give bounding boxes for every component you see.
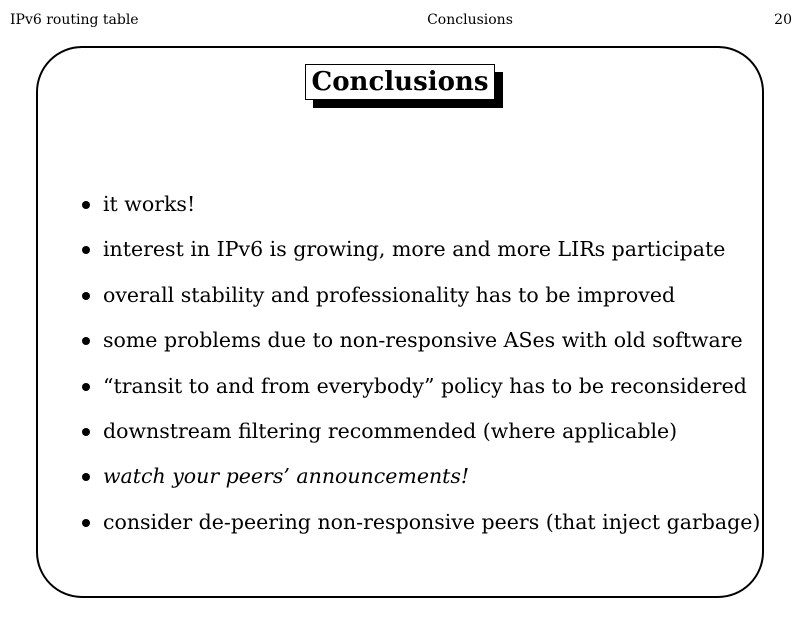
bullet-item — [80, 417, 770, 462]
bullet-dot-icon — [82, 337, 90, 345]
bullet-text: watch your peers’ announcements! — [103, 464, 470, 489]
bullet-item — [80, 281, 770, 326]
bullet-dot-icon — [82, 383, 90, 391]
bullet-item — [80, 372, 770, 417]
bullet-item — [80, 235, 770, 280]
bullet-text: it works! — [103, 192, 196, 216]
bullet-dot-icon — [82, 473, 90, 481]
bullet-item — [80, 508, 770, 553]
bullet-text: interest in IPv6 is growing, more and more LIRs participate — [103, 237, 726, 262]
slide-title: Conclusions — [305, 64, 496, 100]
bullet-dot-icon — [82, 292, 90, 300]
bullet-dot-icon — [82, 246, 90, 254]
bullet-dot-icon — [82, 519, 90, 527]
bullet-text: downstream filtering recommended (where applicable) — [103, 418, 678, 443]
bullet-dot-icon — [82, 201, 90, 209]
header-section-title: Conclusions — [427, 12, 513, 28]
bullet-text: consider de-peering non-responsive peers (that inject garbage) — [103, 509, 761, 534]
bullet-item — [80, 190, 770, 235]
bullet-dot-icon — [82, 428, 90, 436]
bullet-text: some problems due to non-responsive ASes with old software — [103, 328, 743, 353]
bullet-text: overall stability and professionality has to be improved — [103, 282, 676, 307]
bullet-text: “transit to and from everybody” policy has to be reconsidered — [103, 373, 747, 398]
header-document-title: IPv6 routing table — [10, 12, 139, 28]
bullet-item-emphasized — [80, 462, 770, 507]
page-number: 20 — [774, 12, 792, 28]
bullet-item — [80, 326, 770, 371]
slide-title-box — [305, 64, 496, 100]
page-header — [0, 12, 800, 32]
slide-title-container — [0, 64, 800, 100]
bullet-list — [80, 190, 770, 553]
